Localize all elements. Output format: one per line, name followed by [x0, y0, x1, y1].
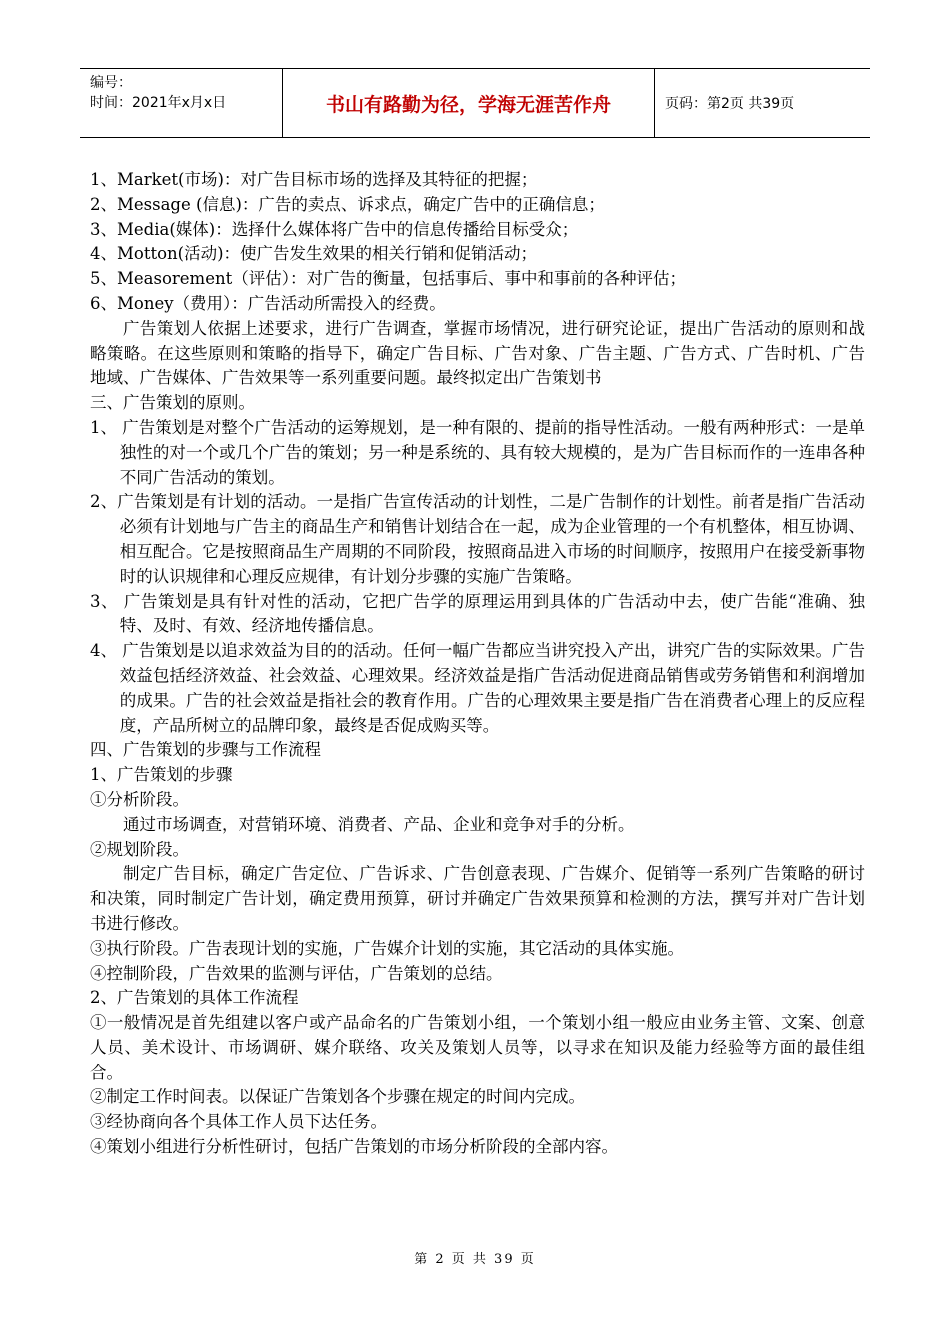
principle-item: 3、 广告策划是具有针对性的活动，它把广告学的原理运用到具体的广告活动中去，使广告能“准确、独特、及时、有效、经济地传播信息。: [90, 591, 865, 636]
section-heading: 三、广告策划的原则。: [90, 393, 255, 413]
paragraph: 广告策划人依据上述要求，进行广告调查，掌握市场情况，进行研究论证，提出广告活动的原则和战略策略。在这些原则和策略的指导下，确定广告目标、广告对象、广告主题、广告方式、广告时机、广告地域、广告媒体、广告效果等一系列重要问题。最终拟定出广告策划书: [90, 318, 865, 388]
workflow-item: ②制定工作时间表。以保证广告策划各个步骤在规定的时间内完成。: [90, 1087, 585, 1107]
header-meta: [80, 69, 283, 137]
workflow-item: ③经协商向各个具体工作人员下达任务。: [90, 1112, 387, 1132]
step-title: ②规划阶段。: [90, 839, 189, 859]
principle-item: 1、 广告策划是对整个广告活动的运筹规划，是一种有限的、提前的指导性活动。一般有两种形式：一是单独性的对一个或几个广告的策划；另一种是系统的、具有较大规模的，是为广告目标而作的一连串各种不同广告活动的策划。: [90, 417, 865, 487]
principle-item: 4、 广告策划是以追求效益为目的的活动。任何一幅广告都应当讲究投入产出，讲究广告的实际效果。广告效益包括经济效益、社会效益、心理效果。经济效益是指广告活动促进商品销售或劳务销售和利润增加的成果。广告的社会效益是指社会的教育作用。广告的心理效果主要是指广告在消费者心理上的反应程度，产品所树立的品牌印象，最终是否促成购买等。: [90, 641, 865, 735]
date-label: 时间：2021年x月x日: [90, 95, 227, 111]
list-item: 1、Market(市场)：对广告目标市场的选择及其特征的把握；: [90, 170, 538, 189]
page-footer: 第 2 页 共 39 页: [414, 1252, 536, 1267]
step-text: 制定广告目标，确定广告定位、广告诉求、广告创意表现、广告媒介、促销等一系列广告策略的研讨和决策，同时制定广告计划，确定费用预算，研讨并确定广告效果预算和检测的方法，撰写并对广告计划书进行修改。: [90, 864, 865, 933]
list-item: 2、Message (信息)：广告的卖点、诉求点，确定广告中的正确信息；: [90, 194, 605, 214]
section-heading: 四、广告策划的步骤与工作流程: [90, 740, 321, 760]
list-item: 5、Measorement（评估）：对广告的衡量，包括事后、事中和事前的各种评估；: [90, 269, 686, 289]
list-item: 4、Motton(活动)：使广告发生效果的相关行销和促销活动；: [90, 244, 538, 264]
workflow-item: ①一般情况是首先组建以客户或产品命名的广告策划小组，一个策划小组一般应由业务主管、文案、创意人员、美术设计、市场调研、媒介联络、攻关及策划人员等，以寻求在知识及能力经验等方面的最佳组合。: [90, 1013, 865, 1082]
list-item: 3、Media(媒体)：选择什么媒体将广告中的信息传播给目标受众；: [90, 219, 579, 239]
number-label: 编号：: [90, 75, 132, 91]
step-text: 通过市场调查，对营销环境、消费者、产品、企业和竞争对手的分析。: [123, 814, 635, 834]
document-body: [90, 168, 865, 1160]
subsection-heading: 1、广告策划的步骤: [90, 765, 233, 785]
list-item: 6、Money（费用）：广告活动所需投入的经费。: [90, 293, 446, 313]
subsection-heading: 2、广告策划的具体工作流程: [90, 988, 299, 1008]
step-title: ①分析阶段。: [90, 789, 189, 809]
workflow-item: ④策划小组进行分析性研讨，包括广告策划的市场分析阶段的全部内容。: [90, 1137, 618, 1157]
header-motto: 书山有路勤为径，学海无涯苦作舟: [283, 69, 655, 137]
step-title: ④控制阶段，广告效果的监测与评估，广告策划的总结。: [90, 963, 503, 983]
step-title: ③执行阶段。广告表现计划的实施，广告媒介计划的实施，其它活动的具体实施。: [90, 938, 684, 958]
page-header: [80, 68, 870, 138]
principle-item: 2、广告策划是有计划的活动。一是指广告宣传活动的计划性，二是广告制作的计划性。前者是指广告活动必须有计划地与广告主的商品生产和销售计划结合在一起，成为企业管理的一个有机整体，相互协调、相互配合。它是按照商品生产周期的不同阶段，按照商品进入市场的时间顺序，按照用户在接受新事物时的认识规律和心理反应规律，有计划分步骤的实施广告策略。: [90, 492, 865, 586]
header-page-label: 页码：第2页 共39页: [665, 96, 795, 112]
